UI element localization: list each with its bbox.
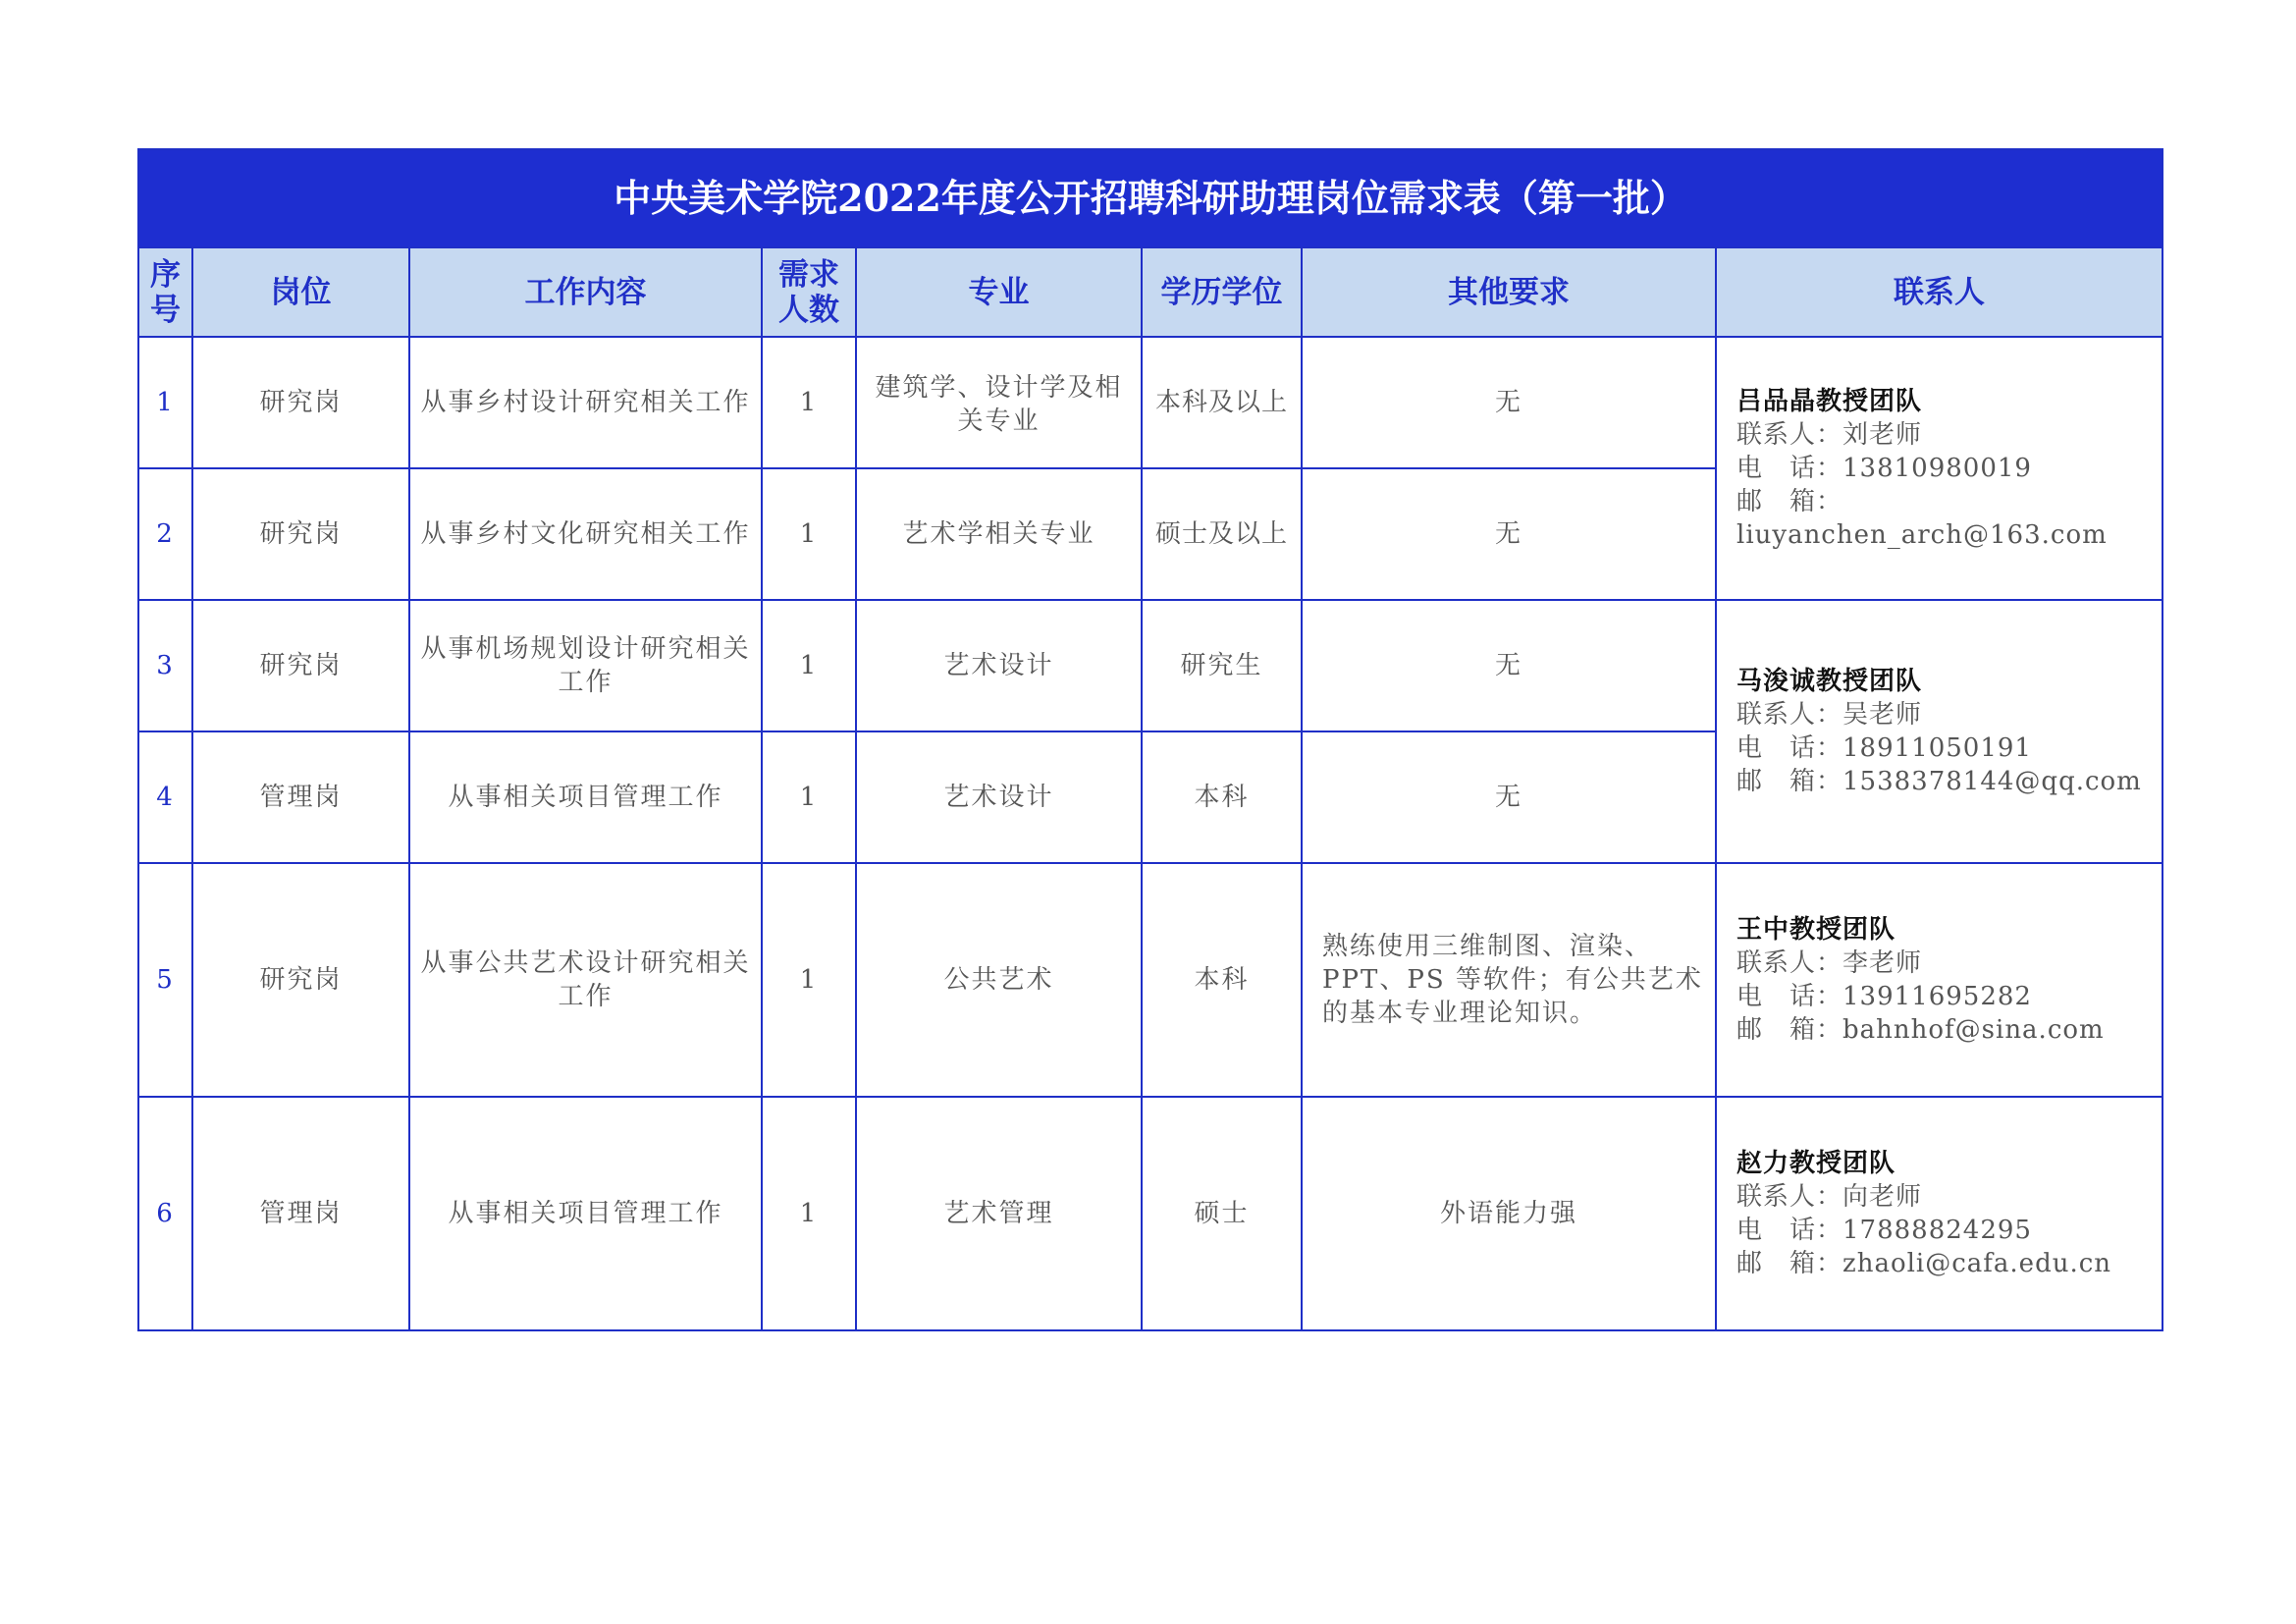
row-major: 建筑学、设计学及相关专业 [856,337,1142,468]
row-major: 艺术设计 [856,731,1142,863]
header-degree: 学历学位 [1142,247,1302,337]
contact-team: 赵力教授团队 [1736,1149,1896,1178]
row-degree: 硕士 [1142,1097,1302,1330]
contact-email: 邮 箱：1538378144@qq.com [1736,767,2142,796]
row-position: 管理岗 [192,1097,409,1330]
contact-email: 邮 箱：zhaoli@cafa.edu.cn [1736,1249,2112,1278]
contact-person: 联系人：刘老师 [1736,420,1923,450]
row-duties: 从事乡村文化研究相关工作 [409,468,762,600]
recruitment-table [137,148,2163,1331]
table-title: 中央美术学院2022年度公开招聘科研助理岗位需求表（第一批） [138,149,2163,247]
contact-person: 联系人：吴老师 [1736,700,1923,730]
contact-phone: 电 话：17888824295 [1736,1216,2032,1245]
row-major: 公共艺术 [856,863,1142,1097]
row-position: 研究岗 [192,600,409,731]
header-contact: 联系人 [1716,247,2163,337]
contact-person: 联系人：向老师 [1736,1182,1923,1212]
row-degree: 本科 [1142,863,1302,1097]
row-degree: 硕士及以上 [1142,468,1302,600]
contact-email-label: 邮 箱： [1736,487,1843,516]
contact-team: 马浚诚教授团队 [1736,667,1923,696]
contact-phone: 电 话：13911695282 [1736,982,2032,1011]
row-major: 艺术学相关专业 [856,468,1142,600]
contact-team: 吕品晶教授团队 [1736,387,1923,416]
header-other: 其他要求 [1302,247,1716,337]
contact-cell [1716,1097,2163,1330]
row-duties: 从事相关项目管理工作 [409,1097,762,1330]
table-row [138,1097,2163,1330]
contact-phone: 电 话：13810980019 [1736,454,2032,483]
header-duties: 工作内容 [409,247,762,337]
row-count: 1 [762,1097,856,1330]
row-position: 研究岗 [192,863,409,1097]
row-position: 研究岗 [192,468,409,600]
row-duties: 从事乡村设计研究相关工作 [409,337,762,468]
row-major: 艺术设计 [856,600,1142,731]
row-position: 管理岗 [192,731,409,863]
row-index: 2 [138,468,192,600]
row-index: 3 [138,600,192,731]
contact-cell [1716,863,2163,1097]
row-position: 研究岗 [192,337,409,468]
row-other: 外语能力强 [1302,1097,1716,1330]
table-row [138,600,2163,731]
row-count: 1 [762,468,856,600]
header-index: 序号 [138,247,192,337]
row-count: 1 [762,600,856,731]
contact-person: 联系人：李老师 [1736,948,1923,978]
row-other: 无 [1302,337,1716,468]
contact-cell [1716,600,2163,863]
header-count: 需求人数 [762,247,856,337]
header-major: 专业 [856,247,1142,337]
row-other: 无 [1302,731,1716,863]
row-duties: 从事公共艺术设计研究相关工作 [409,863,762,1097]
header-position: 岗位 [192,247,409,337]
row-index: 4 [138,731,192,863]
header-row [138,247,2163,337]
row-count: 1 [762,863,856,1097]
row-count: 1 [762,731,856,863]
row-major: 艺术管理 [856,1097,1142,1330]
contact-email: liuyanchen_arch@163.com [1736,520,2108,550]
contact-cell [1716,337,2163,600]
row-degree: 本科 [1142,731,1302,863]
row-index: 6 [138,1097,192,1330]
row-other: 无 [1302,468,1716,600]
contact-phone: 电 话：18911050191 [1736,733,2032,763]
row-degree: 研究生 [1142,600,1302,731]
row-count: 1 [762,337,856,468]
title-row [138,149,2163,247]
row-duties: 从事相关项目管理工作 [409,731,762,863]
row-index: 1 [138,337,192,468]
row-other: 无 [1302,600,1716,731]
row-index: 5 [138,863,192,1097]
table-row [138,337,2163,468]
contact-email: 邮 箱：bahnhof@sina.com [1736,1015,2105,1045]
table-row [138,863,2163,1097]
row-other: 熟练使用三维制图、渲染、PPT、PS 等软件；有公共艺术的基本专业理论知识。 [1302,863,1716,1097]
row-degree: 本科及以上 [1142,337,1302,468]
recruitment-table-container [137,148,2162,1331]
contact-team: 王中教授团队 [1736,915,1896,945]
row-duties: 从事机场规划设计研究相关工作 [409,600,762,731]
